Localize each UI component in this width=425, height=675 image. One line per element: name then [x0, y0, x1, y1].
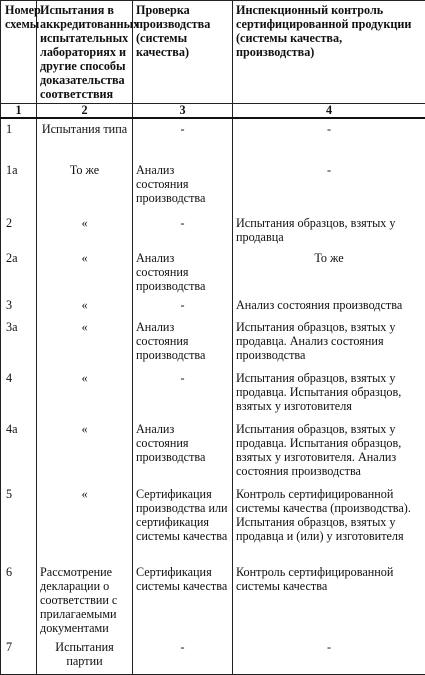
production-cell: - — [133, 368, 233, 419]
column-number: 1 — [1, 104, 37, 119]
inspection-cell: Испытания образцов, взятых у продавца. Анализ состояния производства — [233, 317, 425, 368]
tests-cell: « — [37, 368, 133, 419]
tests-cell: Испытания типа — [37, 118, 133, 160]
table-row — [1, 484, 425, 562]
inspection-cell: Контроль сертифицированной системы качества — [233, 562, 425, 637]
scheme-number: 4a — [1, 419, 37, 484]
production-cell: - — [133, 213, 233, 248]
production-cell: - — [133, 637, 233, 674]
header-scheme-number: Номер схемы — [1, 1, 37, 104]
header-row — [1, 1, 425, 104]
tests-cell: « — [37, 317, 133, 368]
inspection-cell: То же — [233, 248, 425, 295]
table-row — [1, 160, 425, 213]
production-cell: - — [133, 295, 233, 317]
header-production-check: Проверка производства (системы качества) — [133, 1, 233, 104]
table-row — [1, 317, 425, 368]
production-cell: Анализ состояния производства — [133, 419, 233, 484]
scheme-number: 1a — [1, 160, 37, 213]
scheme-number: 6 — [1, 562, 37, 637]
inspection-cell: Анализ состояния производства — [233, 295, 425, 317]
tests-cell: « — [37, 419, 133, 484]
header-inspection-control: Инспекционный контроль сертифицированной продукции (системы качества, производства) — [233, 1, 425, 104]
table-row — [1, 562, 425, 637]
production-cell: Сертификация системы качества — [133, 562, 233, 637]
table-row — [1, 419, 425, 484]
table-row — [1, 248, 425, 295]
inspection-cell: - — [233, 160, 425, 213]
inspection-cell: Контроль сертифицированной системы качества (производства). Испытания образцов, взятых у продавца и (или) у изготовителя — [233, 484, 425, 562]
inspection-cell: - — [233, 118, 425, 160]
inspection-cell: Испытания образцов, взятых у продавца. Испытания образцов, взятых у изготовителя — [233, 368, 425, 419]
scheme-number: 3 — [1, 295, 37, 317]
scheme-number: 2 — [1, 213, 37, 248]
scheme-number: 3a — [1, 317, 37, 368]
header-tests: Испытания в аккредитованных испытательных лабораториях и другие способы доказательства соответствия — [37, 1, 133, 104]
inspection-cell: - — [233, 637, 425, 674]
production-cell: - — [133, 118, 233, 160]
production-cell: Анализ состояния производства — [133, 248, 233, 295]
table-row — [1, 368, 425, 419]
scheme-number: 1 — [1, 118, 37, 160]
scheme-number: 7 — [1, 637, 37, 674]
inspection-cell: Испытания образцов, взятых у продавца. Испытания образцов, взятых у изготовителя. Анализ состояния производства — [233, 419, 425, 484]
column-number: 4 — [233, 104, 425, 119]
tests-cell: Рассмотрение декларации о соответствии с прилагаемыми документами — [37, 562, 133, 637]
table-row — [1, 213, 425, 248]
inspection-cell: Испытания образцов, взятых у продавца — [233, 213, 425, 248]
tests-cell: Испытания партии — [37, 637, 133, 674]
production-cell: Анализ состояния производства — [133, 317, 233, 368]
scheme-number: 5 — [1, 484, 37, 562]
table-row — [1, 295, 425, 317]
tests-cell: « — [37, 248, 133, 295]
production-cell: Сертификация производства или сертификация системы качества — [133, 484, 233, 562]
scheme-number: 4 — [1, 368, 37, 419]
column-number: 3 — [133, 104, 233, 119]
tests-cell: « — [37, 484, 133, 562]
column-number: 2 — [37, 104, 133, 119]
tests-cell: « — [37, 213, 133, 248]
tests-cell: « — [37, 295, 133, 317]
scheme-number: 2a — [1, 248, 37, 295]
table-row — [1, 118, 425, 160]
table-row — [1, 637, 425, 674]
tests-cell: То же — [37, 160, 133, 213]
column-number-row — [1, 104, 425, 119]
production-cell: Анализ состояния производства — [133, 160, 233, 213]
